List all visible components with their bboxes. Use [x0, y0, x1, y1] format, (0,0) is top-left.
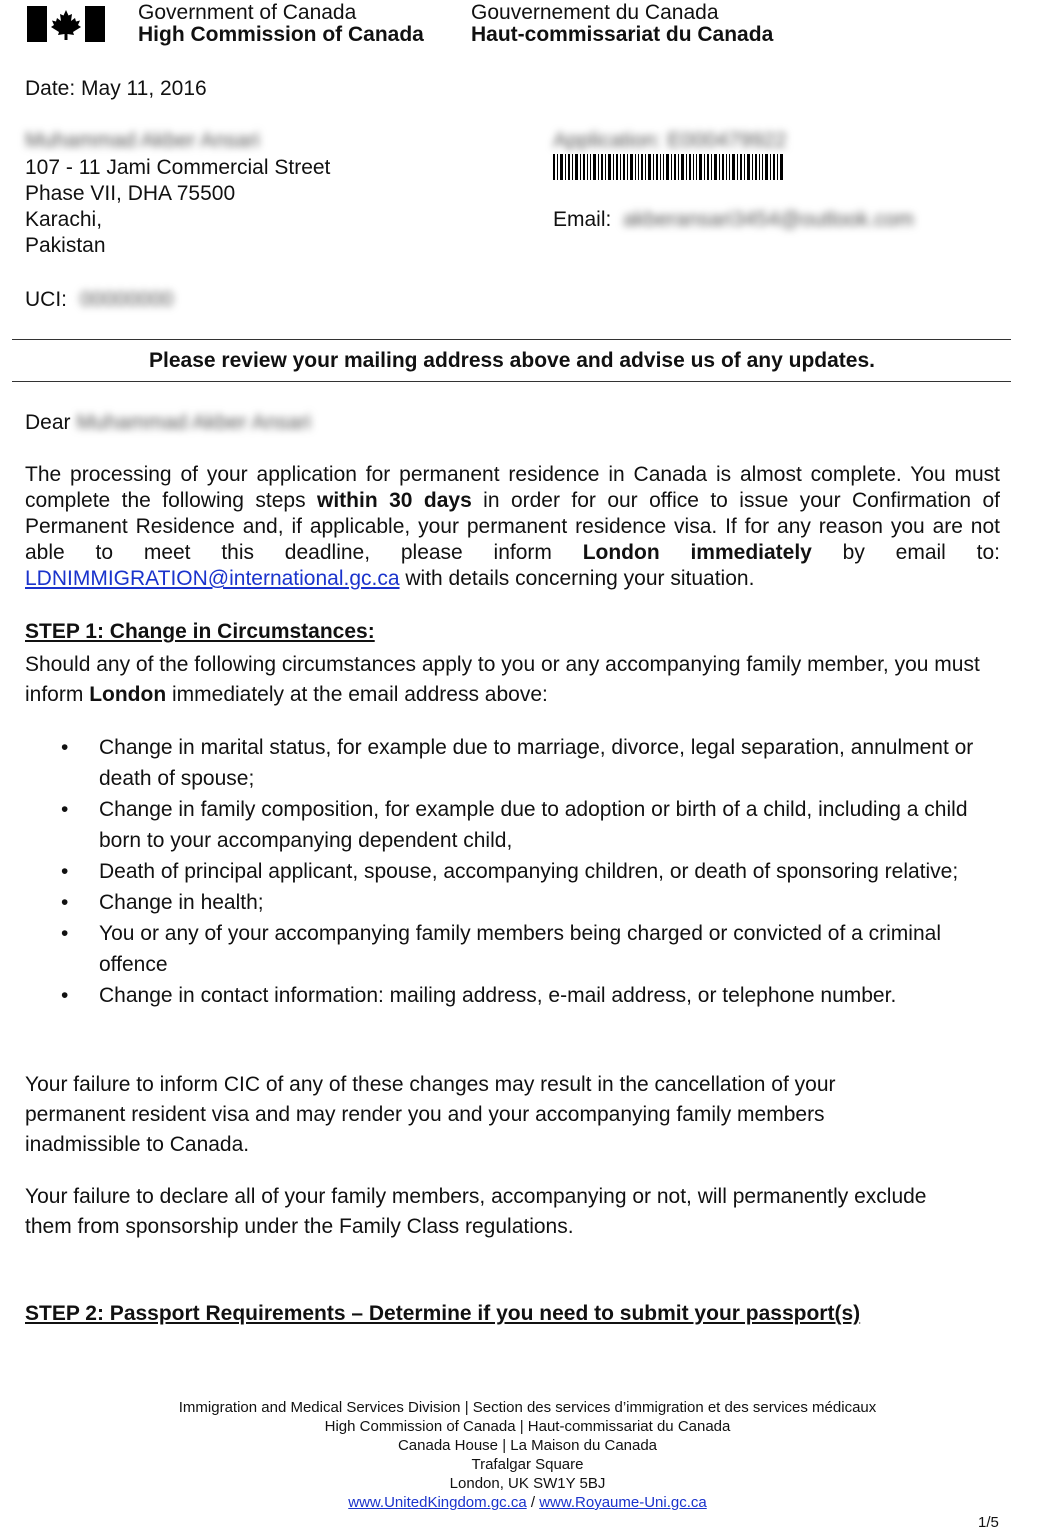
government-en: Government of Canada [138, 1, 357, 24]
footer-square: Trafalgar Square [471, 1456, 584, 1473]
step1-intro [25, 650, 985, 710]
bottom-rule [12, 381, 1011, 382]
address-line-1: 107 - 11 Jami Commercial Street [25, 156, 331, 179]
application-number: Application: E000479922 [553, 129, 787, 152]
united-kingdom-link[interactable]: www.UnitedKingdom.gc.ca [348, 1494, 527, 1511]
commission-fr: Haut-commissariat du Canada [471, 23, 774, 46]
step2-heading: STEP 2: Passport Requirements – Determine if you need to submit your passport(s) [25, 1302, 861, 1325]
intro-text-4: with details concerning your situation. [399, 567, 755, 590]
list-item-text: Change in contact information: mailing address, e-mail address, or telephone number. [99, 984, 897, 1007]
salutation-name: Muhammad Akber Ansari [76, 411, 311, 434]
email-label: Email: [553, 208, 612, 231]
failure-declare-paragraph: Your failure to declare all of your family members, accompanying or not, will permanently exclude them from sponsorship under the Family Class regulations. [25, 1185, 927, 1238]
footer-canada-house: Canada House | La Maison du Canada [397, 1437, 658, 1454]
deadline-emphasis: within 30 days [317, 489, 472, 512]
letter-date: Date: May 11, 2016 [25, 77, 207, 100]
circumstances-list [25, 732, 1000, 1011]
list-item-text: Change in family composition, for example due to adoption or birth of a child, including a child born to your accompanying dependent child, [99, 798, 968, 852]
intro-text-3: by email to: [811, 541, 1001, 564]
step1-intro-text-a: Should any of the following circumstances apply to you or any accompanying family member, you must inform [25, 653, 980, 706]
list-item-text: You or any of your accompanying family members being charged or convicted of a criminal offence [99, 922, 941, 976]
recipient-name: Muhammad Akber Ansari [25, 129, 260, 152]
list-item: • You or any of your accompanying family members being charged or convicted of a criminal offence [61, 922, 941, 976]
page-number: 1/5 [978, 1514, 999, 1531]
failure-inform-paragraph: Your failure to inform CIC of any of these changes may result in the cancellation of your permanent resident visa and may render you and your accompanying family members inadmissible to Canada. [25, 1073, 836, 1156]
salutation-word: Dear [25, 411, 71, 434]
government-fr: Gouvernement du Canada [471, 1, 719, 24]
list-item: • Change in health; [61, 891, 264, 914]
uci-value: 00000000 [80, 288, 174, 311]
address-line-2: Phase VII, DHA 75500 [25, 182, 236, 205]
list-item: • Death of principal applicant, spouse, accompanying children, or death of sponsoring relative; [61, 860, 959, 883]
email-value: akberansari3454@outlook.com [623, 208, 914, 231]
list-item: • Change in family composition, for example due to adoption or birth of a child, including a child born to your accompanying dependent child, [61, 798, 968, 852]
list-item: • Change in contact information: mailing address, e-mail address, or telephone number. [61, 984, 897, 1007]
top-rule [12, 339, 1011, 340]
list-item: • Change in marital status, for example due to marriage, divorce, legal separation, annulment or death of spouse; [61, 736, 974, 790]
list-item-text: Death of principal applicant, spouse, accompanying children, or death of sponsoring relative; [99, 860, 959, 883]
canada-flag-logo [27, 6, 105, 42]
list-item-text: Change in health; [99, 891, 264, 914]
immigration-email-link[interactable]: LDNIMMIGRATION@international.gc.ca [25, 567, 400, 590]
commission-en: High Commission of Canada [138, 23, 424, 46]
intro-paragraph [25, 462, 1000, 592]
royaume-uni-link[interactable]: www.Royaume-Uni.gc.ca [539, 1494, 707, 1511]
footer-division: Immigration and Medical Services Division | Section des services d’immigration et des services médicaux [178, 1399, 877, 1416]
footer-city: London, UK SW1Y 5BJ [449, 1475, 606, 1492]
step1-intro-text-b: immediately at the email address above: [166, 683, 548, 706]
address-line-3: Karachi, [25, 208, 103, 231]
step1-heading: STEP 1: Change in Circumstances: [25, 620, 375, 643]
footer-link-separator: / [526, 1494, 540, 1511]
footer-commission: High Commission of Canada | Haut-commissariat du Canada [324, 1418, 731, 1435]
barcode [553, 154, 785, 180]
intro-text-1: The processing of your application for permanent residence in Canada is almost complete. You must complete the following steps [25, 463, 1000, 512]
intro-text-2: in order for our office to issue your Confirmation of Permanent Residence and, if applicable, your permanent residence visa. If for any reason you are not able to meet this deadline, please inform [25, 489, 1000, 564]
london-emphasis: London immediately [582, 541, 812, 564]
footer-links [0, 1493, 1055, 1512]
list-item-text: Change in marital status, for example due to marriage, divorce, legal separation, annulment or death of spouse; [99, 736, 974, 790]
step1-london: London [89, 683, 167, 706]
review-address-notice: Please review your mailing address above and advise us of any updates. [149, 349, 875, 372]
salutation [25, 410, 311, 436]
uci-label: UCI: [25, 288, 67, 311]
address-line-4: Pakistan [25, 234, 106, 257]
